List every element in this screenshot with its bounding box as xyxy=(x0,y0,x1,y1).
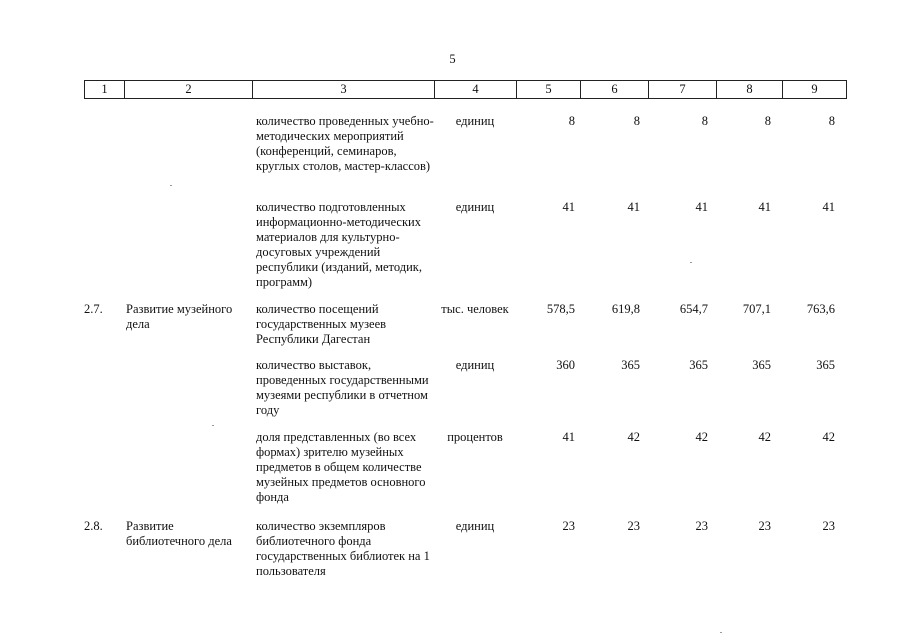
value-col-8: 23 xyxy=(758,519,771,533)
value-col-9: 365 xyxy=(816,358,835,372)
value-col-9: 763,6 xyxy=(806,302,835,316)
value-col-7: 654,7 xyxy=(679,302,708,316)
scan-speck xyxy=(720,632,722,633)
indicator-text: количество подготовленных информационно-методических материалов для культурно-досуговых учреждений республики (изданий, методик, программ) xyxy=(256,200,422,289)
value-col-7: 23 xyxy=(695,519,708,533)
value-col-5: 578,5 xyxy=(546,302,575,316)
value-col-9: 41 xyxy=(822,200,835,214)
header-col-8: 8 xyxy=(717,81,783,98)
value-col-5: 41 xyxy=(562,200,575,214)
page-number: 5 xyxy=(449,52,456,66)
unit: единиц xyxy=(455,519,495,533)
value-col-8: 41 xyxy=(758,200,771,214)
value-col-6: 365 xyxy=(621,358,640,372)
header-col-1: 1 xyxy=(85,81,125,98)
header-col-5: 5 xyxy=(517,81,581,98)
table-header-row xyxy=(84,80,847,99)
unit: единиц xyxy=(455,358,495,372)
value-col-5: 8 xyxy=(568,114,575,128)
scan-speck xyxy=(212,425,214,426)
value-col-9: 42 xyxy=(822,430,835,444)
header-col-7: 7 xyxy=(649,81,717,98)
scan-speck xyxy=(170,185,172,186)
value-col-6: 42 xyxy=(627,430,640,444)
unit: единиц xyxy=(455,200,495,214)
row-name: Развитие музейного дела xyxy=(126,302,233,331)
header-col-9: 9 xyxy=(783,81,847,98)
value-col-7: 42 xyxy=(695,430,708,444)
row-number: 2.8. xyxy=(84,519,103,533)
unit: тыс. человек xyxy=(441,302,509,316)
scan-speck xyxy=(690,262,692,263)
value-col-6: 619,8 xyxy=(611,302,640,316)
value-col-5: 23 xyxy=(562,519,575,533)
header-col-3: 3 xyxy=(253,81,435,98)
indicator-text: доля представленных (во всех формах) зрителю музейных предметов в общем количестве музейных предметов основного фонда xyxy=(256,430,426,504)
value-col-5: 41 xyxy=(562,430,575,444)
header-col-2: 2 xyxy=(125,81,253,98)
indicator-text: количество проведенных учебно-методических мероприятий (конференций, семинаров, круглых столов, мастер-классов) xyxy=(256,114,434,173)
value-col-8: 42 xyxy=(758,430,771,444)
value-col-5: 360 xyxy=(556,358,575,372)
row-name: Развитие библиотечного дела xyxy=(126,519,232,548)
value-col-8: 365 xyxy=(752,358,771,372)
value-col-6: 23 xyxy=(627,519,640,533)
row-number: 2.7. xyxy=(84,302,103,316)
value-col-7: 8 xyxy=(701,114,708,128)
value-col-6: 41 xyxy=(627,200,640,214)
unit: процентов xyxy=(447,430,503,444)
indicator-text: количество выставок, проведенных государственными музеями республики в отчетном году xyxy=(256,358,429,417)
value-col-9: 8 xyxy=(828,114,835,128)
value-col-8: 707,1 xyxy=(742,302,771,316)
unit: единиц xyxy=(455,114,495,128)
value-col-7: 41 xyxy=(695,200,708,214)
value-col-9: 23 xyxy=(822,519,835,533)
value-col-8: 8 xyxy=(764,114,771,128)
indicator-text: количество посещений государственных музеев Республики Дагестан xyxy=(256,302,387,346)
header-col-4: 4 xyxy=(435,81,517,98)
header-col-6: 6 xyxy=(581,81,649,98)
value-col-6: 8 xyxy=(633,114,640,128)
indicator-text: количество экземпляров библиотечного фонда государственных библиотек на 1 пользователя xyxy=(256,519,430,578)
value-col-7: 365 xyxy=(689,358,708,372)
